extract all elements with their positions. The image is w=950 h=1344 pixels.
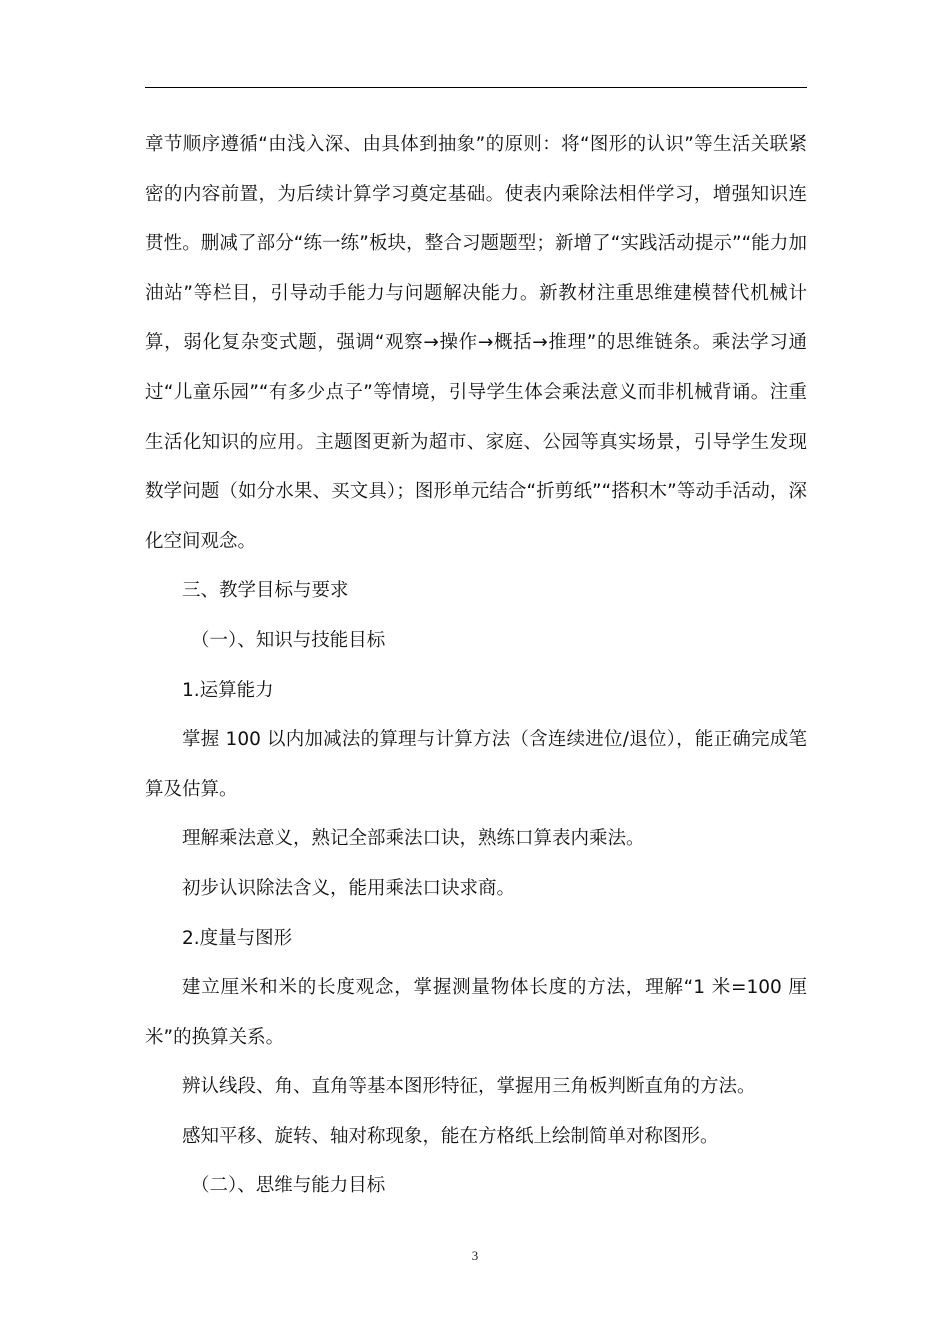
subsection-heading-thinking-ability: （二）、思维与能力目标	[191, 1175, 386, 1197]
header-rule	[145, 87, 807, 88]
body-paragraph-division: 初步认识除法含义，能用乘法口诀求商。	[182, 877, 516, 899]
subsection-heading-knowledge-skills: （一）、知识与技能目标	[191, 629, 386, 651]
item-heading-computation: 1.运算能力	[182, 679, 274, 701]
body-paragraph-multiplication: 理解乘法意义，熟记全部乘法口诀，熟练口算表内乘法。	[182, 828, 645, 850]
body-paragraph-curriculum-changes: 章节顺序遵循“由浅入深、由具体到抽象”的原则：将“图形的认识”等生活关联紧密的内容前置，为后续计算学习奠定基础。使表内乘除法相伴学习，增强知识连贯性。删减了部分“练一练”板块，整合习题题型；新增了“实践活动提示”“能力加油站”等栏目，引导动手能力与问题解决能力。新教材注重思维建模替代机械计算，弱化复杂变式题，强调“观察→操作→概括→推理”的思维链条。乘法学习通过“儿童乐园”“有多少点子”等情境，引导学生体会乘法意义而非机械背诵。注重生活化知识的应用。主题图更新为超市、家庭、公园等真实场景，引导学生发现数学问题（如分水果、买文具）；图形单元结合“折剪纸”“搭积木”等动手活动，深化空间观念。	[145, 134, 807, 552]
body-paragraph-addition-subtraction: 掌握 100 以内加减法的算理与计算方法（含连续进位/退位），能正确完成笔算及估算。	[145, 729, 807, 800]
item-heading-measurement-geometry: 2.度量与图形	[182, 927, 293, 949]
section-heading-teaching-goals: 三、教学目标与要求	[182, 580, 349, 602]
page-number: 3	[471, 1248, 479, 1263]
document-body	[145, 120, 807, 1211]
body-paragraph-length-units: 建立厘米和米的长度观念，掌握测量物体长度的方法，理解“1 米=100 厘米”的换算关系。	[145, 977, 807, 1048]
body-paragraph-shapes-angles: 辨认线段、角、直角等基本图形特征，掌握用三角板判断直角的方法。	[182, 1076, 756, 1098]
body-paragraph-symmetry: 感知平移、旋转、轴对称现象，能在方格纸上绘制简单对称图形。	[182, 1125, 719, 1147]
